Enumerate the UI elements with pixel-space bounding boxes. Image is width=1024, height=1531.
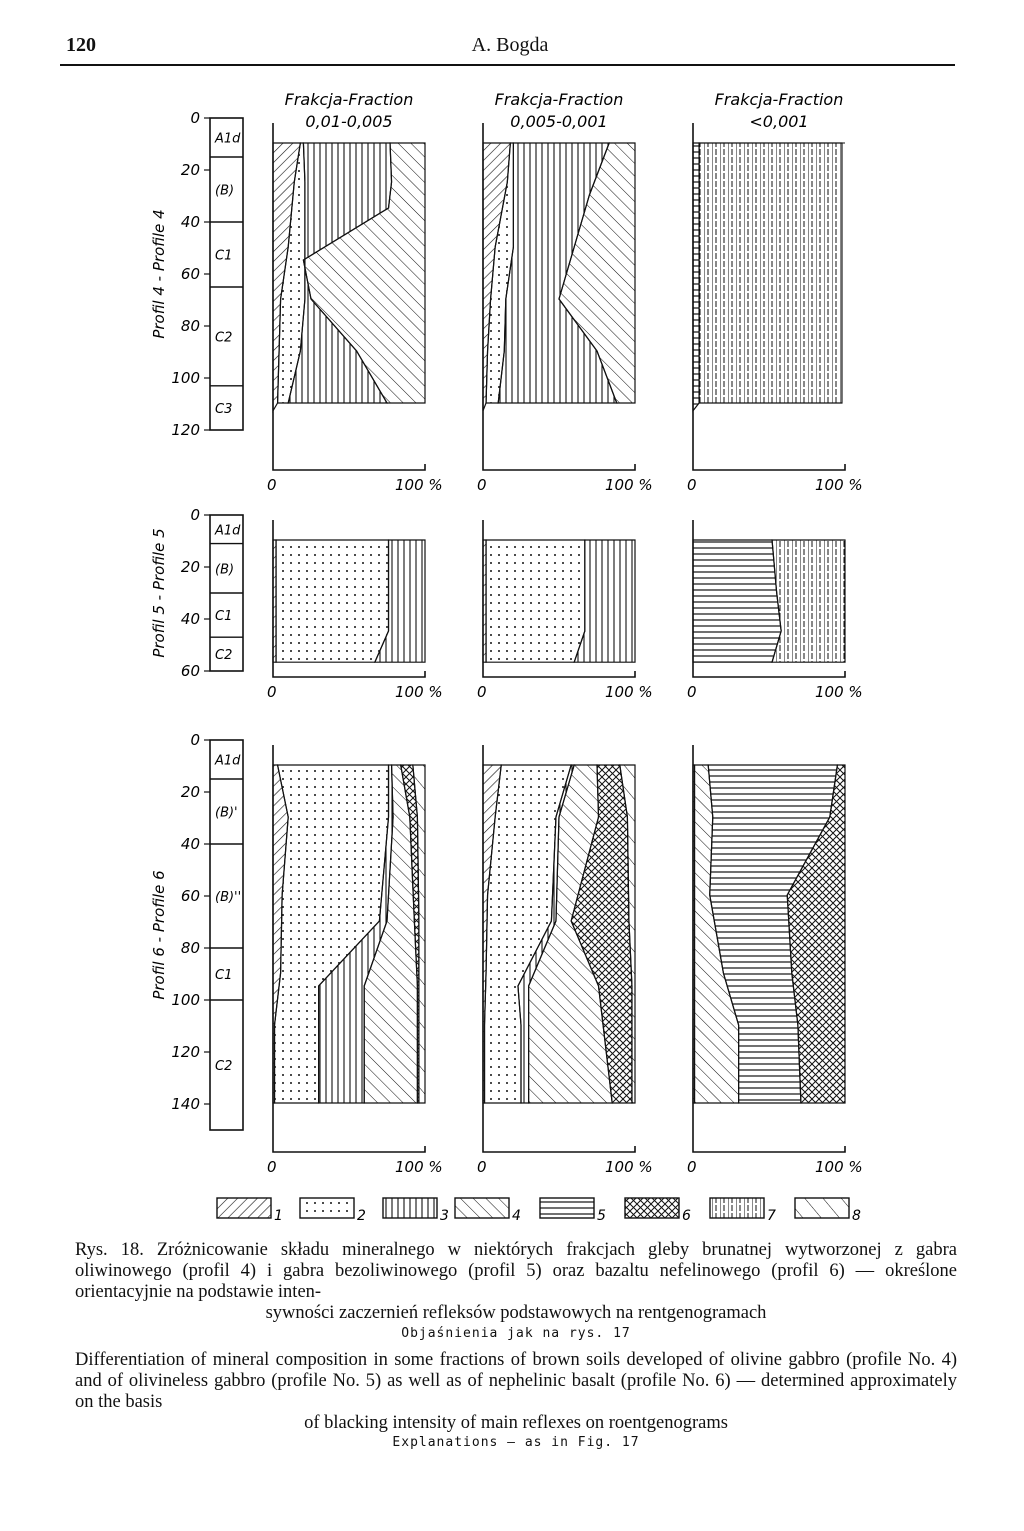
fraction-title-3-line-1: Frakcja-Fraction [714, 90, 844, 109]
profile-label-2: Profil 5 - Profile 5 [150, 528, 168, 658]
legend-swatch-2 [300, 1198, 354, 1218]
caption-english [75, 1350, 957, 1434]
profile-label-3: Profil 6 - Profile 6 [150, 870, 168, 1000]
panel-3-mineral-7-band [699, 143, 842, 403]
panel-5-mineral-2-band [486, 540, 585, 662]
caption-english-note: Explanations — as in Fig. 17 [392, 1435, 640, 1450]
depth-tick-label: 60 [180, 265, 200, 283]
caption-polish-note: Objaśnienia jak na rys. 17 [401, 1326, 631, 1341]
depth-tick-label: 100 [171, 991, 200, 1009]
caption-polish-last-line: sywności zaczernień refleksów podstawowych na rentgenogramach [265, 1303, 767, 1323]
axis-end-label: 100 % [815, 683, 863, 701]
depth-tick-label: 120 [171, 421, 200, 439]
depth-tick-label: 60 [180, 887, 200, 905]
legend-swatch-5 [540, 1198, 594, 1218]
horizon-label: A1d [215, 131, 241, 147]
depth-tick-label: 140 [171, 1095, 200, 1113]
axis-end-label: 100 % [395, 683, 443, 701]
panel-6-mineral-5-band [693, 540, 781, 662]
depth-tick-label: 120 [171, 1043, 200, 1061]
horizon-label: C3 [215, 401, 233, 417]
fraction-title-2-line-1: Frakcja-Fraction [494, 90, 624, 109]
legend-swatch-4 [455, 1198, 509, 1218]
axis-start-label: 0 [477, 1158, 487, 1176]
caption-polish-text: Rys. 18. Zróżnicowanie składu mineralnego w niektórych frakcjach gleby brunatnej wytworzonej z gabra oliwinowego (profil 4) i gabra bezoliwinowego (profil 5) oraz bazaltu nefelinowego (profil 6) — określone orientacyjnie na podstawie inten- [75, 1240, 957, 1302]
fraction-title-1-line-2: 0,01-0,005 [305, 112, 393, 131]
depth-tick-label: 40 [180, 835, 200, 853]
caption-polish [75, 1240, 957, 1324]
horizon-label: C2 [215, 648, 233, 664]
axis-start-label: 0 [267, 476, 277, 494]
axis-end-label: 100 % [395, 1158, 443, 1176]
profile-label-1: Profil 4 - Profile 4 [150, 209, 168, 339]
axis-start-label: 0 [687, 1158, 697, 1176]
depth-tick-label: 60 [180, 662, 200, 680]
legend-label-5: 5 [597, 1208, 606, 1224]
caption-english-text: Differentiation of mineral composition in some fractions of brown soils developed of olivine gabbro (profile No. 4) and of olivineless gabbro (profile No. 5) as well as of nephelinic basalt (profile No. 6) — determined approximately on the basis [75, 1350, 957, 1412]
legend-swatch-1 [217, 1198, 271, 1218]
depth-tick-label: 20 [180, 558, 200, 576]
depth-tick-label: 0 [190, 109, 200, 127]
axis-end-label: 100 % [815, 476, 863, 494]
panel-3-mineral-5-band [693, 143, 699, 411]
fraction-title-3-line-2: <0,001 [749, 112, 809, 131]
depth-tick-label: 0 [190, 731, 200, 749]
depth-tick-label: 20 [180, 161, 200, 179]
depth-tick-label: 40 [180, 213, 200, 231]
legend-swatch-3 [383, 1198, 437, 1218]
depth-tick-label: 0 [190, 506, 200, 524]
axis-end-label: 100 % [605, 476, 653, 494]
legend-label-3: 3 [440, 1208, 449, 1224]
horizon-label: C2 [215, 1059, 233, 1074]
horizon-label: (B)'' [215, 890, 242, 905]
panel-4-mineral-2-band [276, 540, 388, 662]
running-head: A. Bogda [471, 34, 549, 56]
legend-swatch-7 [710, 1198, 764, 1218]
depth-tick-label: 100 [171, 369, 200, 387]
legend-label-4: 4 [512, 1208, 521, 1224]
horizon-label: C1 [215, 968, 233, 983]
legend-label-8: 8 [852, 1208, 861, 1224]
legend-label-1: 1 [274, 1208, 283, 1224]
horizon-label: (B)' [215, 805, 238, 821]
horizon-label: C1 [215, 248, 233, 264]
depth-tick-label: 80 [180, 939, 200, 957]
page-number: 120 [66, 34, 96, 56]
horizon-label: A1d [215, 523, 241, 539]
horizon-label: (B) [215, 562, 235, 578]
legend-label-6: 6 [682, 1208, 691, 1224]
axis-start-label: 0 [477, 476, 487, 494]
axis-end-label: 100 % [605, 683, 653, 701]
axis-start-label: 0 [477, 683, 487, 701]
legend-swatch-6 [625, 1198, 679, 1218]
profile-column-1 [210, 118, 243, 430]
fraction-title-2-line-2: 0,005-0,001 [510, 112, 608, 131]
axis-start-label: 0 [267, 683, 277, 701]
horizon-label: C1 [215, 609, 233, 625]
fraction-title-1-line-1: Frakcja-Fraction [284, 90, 414, 109]
legend-swatch-8 [795, 1198, 849, 1218]
depth-tick-label: 80 [180, 317, 200, 335]
depth-tick-label: 40 [180, 610, 200, 628]
axis-end-label: 100 % [605, 1158, 653, 1176]
horizon-label: C2 [215, 330, 233, 346]
axis-start-label: 0 [267, 1158, 277, 1176]
axis-end-label: 100 % [395, 476, 443, 494]
axis-end-label: 100 % [815, 1158, 863, 1176]
legend-label-2: 2 [357, 1208, 366, 1224]
axis-start-label: 0 [687, 476, 697, 494]
panel-6-mineral-7-band [772, 540, 845, 662]
horizon-label: A1d [215, 753, 241, 769]
axis-start-label: 0 [687, 683, 697, 701]
horizon-label: (B) [215, 183, 235, 199]
legend-label-7: 7 [767, 1208, 776, 1224]
depth-tick-label: 20 [180, 783, 200, 801]
caption-english-last-line: of blacking intensity of main reflexes on roentgenograms [304, 1413, 728, 1433]
